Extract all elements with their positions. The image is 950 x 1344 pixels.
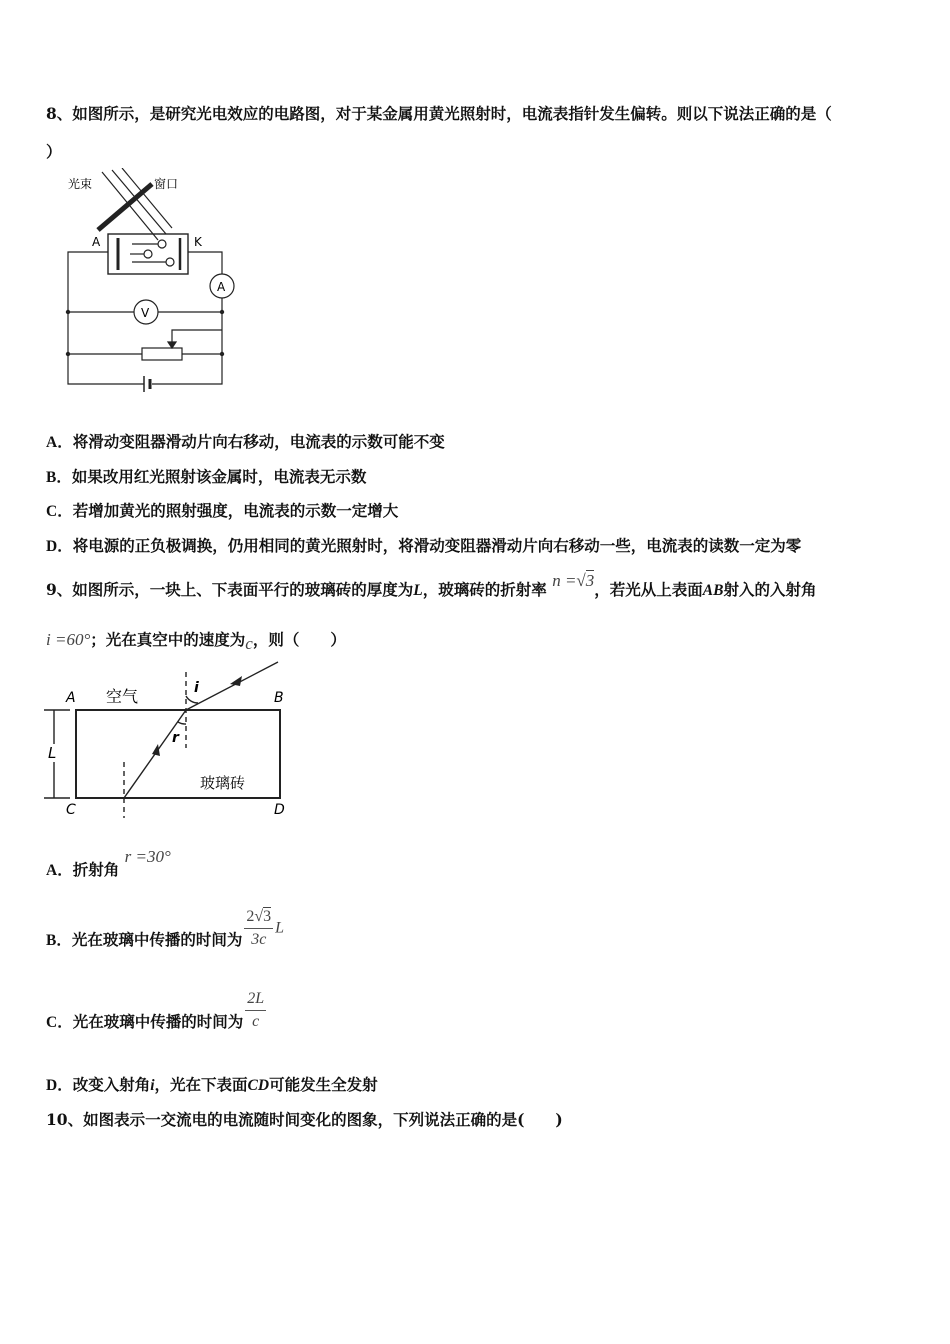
- q8-option-d: D．将电源的正负极调换，仍用相同的黄光照射时，将滑动变阻器滑动片向右移动一些，电流表的读数一定为零: [46, 536, 802, 555]
- right-wire-top: [188, 252, 222, 274]
- right-wire: [152, 298, 222, 384]
- rheostat: [142, 348, 182, 360]
- label-glass: 玻璃砖: [200, 774, 246, 792]
- q8-stem-end: ）: [46, 142, 62, 161]
- angle-i-arc: [186, 696, 198, 703]
- q8-option-a: A．将滑动变阻器滑动片向右移动，电流表的示数可能不变: [46, 432, 445, 451]
- label-air: 空气: [106, 687, 139, 706]
- label-K: K: [194, 235, 202, 249]
- label-thickness-L: L: [48, 744, 57, 762]
- q9-option-a: A．折射角 r =30°: [46, 847, 171, 879]
- label-B: B: [274, 690, 284, 706]
- label-A: A: [66, 690, 76, 706]
- refractive-index-formula: n =√3: [552, 571, 595, 590]
- electron: [166, 258, 174, 266]
- left-wire: [68, 252, 144, 384]
- angle-r-arc: [178, 722, 186, 724]
- label-r: r: [172, 730, 179, 746]
- q8-option-b: B．如果改用红光照射该金属时，电流表无示数: [46, 467, 367, 486]
- label-D: D: [274, 802, 285, 818]
- refracted-arrow: [152, 744, 160, 756]
- q8-circuit-figure: [60, 168, 250, 396]
- time-fraction-c: $\frac{2L}{c}$: [247, 990, 265, 1030]
- electron: [158, 240, 166, 248]
- phototube: [108, 234, 188, 274]
- slider-arrow: [168, 342, 176, 348]
- voltmeter-label: V: [141, 306, 150, 320]
- q8-option-c: C．若增加黄光的照射强度，电流表的示数一定增大: [46, 501, 399, 520]
- incident-arrow: [230, 676, 242, 686]
- ammeter-label: A: [217, 280, 226, 294]
- label-A: A: [92, 235, 101, 249]
- q9-glass-figure: [40, 658, 300, 818]
- label-window: 窗口: [154, 177, 179, 191]
- q8-stem: 8、如图所示，是研究光电效应的电路图，对于某金属用黄光照射时，电流表指针发生偏转。则以下说法正确的是（: [46, 104, 832, 123]
- refraction-angle-formula: r =30°: [124, 847, 171, 866]
- label-i: i: [194, 680, 199, 696]
- q9-option-d: D．改变入射角i，光在下表面CD可能发生全发射: [46, 1075, 378, 1094]
- q9-stem-line1: 9、如图所示，一块上、下表面平行的玻璃砖的厚度为L，玻璃砖的折射率 n =√3，若光从上表面AB射入的入射角: [46, 571, 817, 599]
- electron: [144, 250, 152, 258]
- time-fraction-b: $\frac{2√3}{3c}$: [246, 908, 272, 948]
- q10-stem: 10、如图表示一交流电的电流随时间变化的图象，下列说法正确的是( ): [46, 1110, 563, 1129]
- glass-block: [76, 710, 280, 798]
- q9-stem-line2: i =60°；光在真空中的速度为c，则（ ）: [46, 630, 346, 653]
- q9-option-c: C．光在玻璃中传播的时间为 $\frac{2L}{c}$: [46, 988, 268, 1033]
- incident-angle-formula: i =60°: [46, 630, 91, 649]
- label-beam: 光束: [68, 177, 93, 191]
- q9-option-b: B．光在玻璃中传播的时间为 $\frac{2√3}{3c}$ L: [46, 906, 284, 951]
- incident-ray: [186, 662, 278, 710]
- label-C: C: [66, 802, 76, 818]
- slider-wire: [172, 330, 222, 344]
